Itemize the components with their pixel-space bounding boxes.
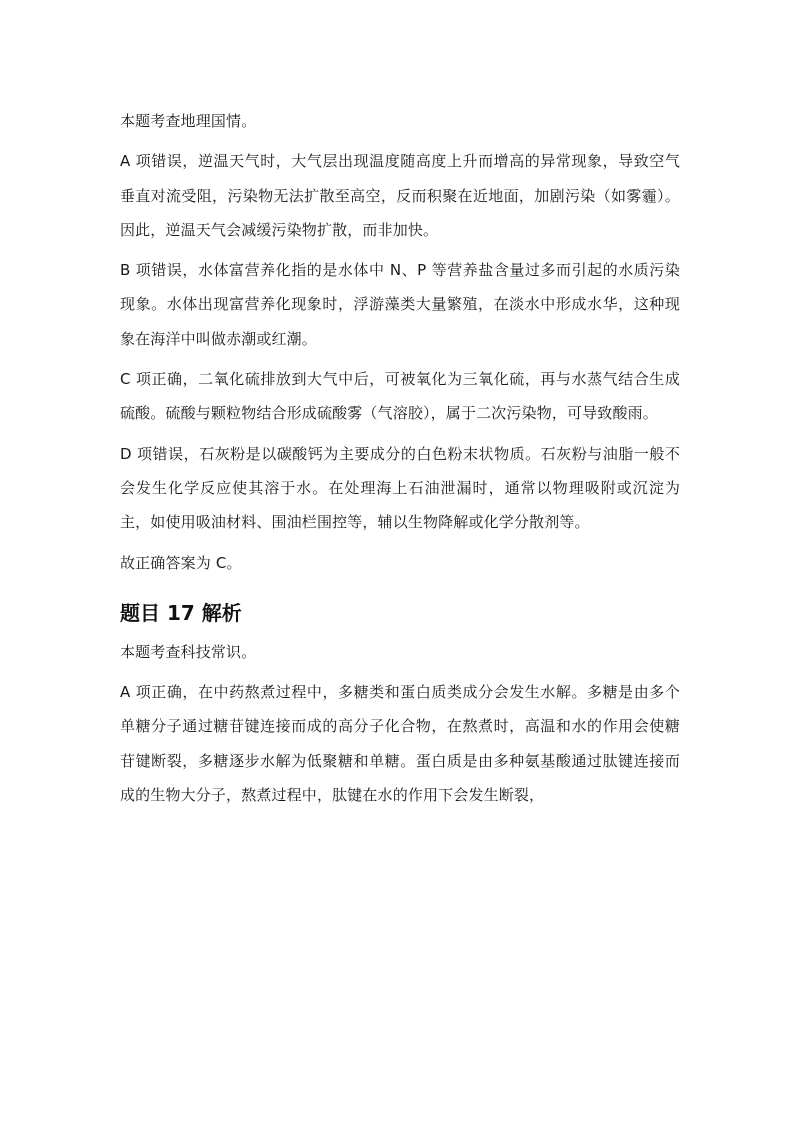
section16-option-a: A 项错误，逆温天气时，大气层出现温度随高度上升而增高的异常现象，导致空气垂直对流受阻，污染物无法扩散至高空，反而积聚在近地面，加剧污染（如雾霾）。因此，逆温天气会减缓污染物扩散，而非加快。 bbox=[120, 152, 680, 239]
section16-option-c: C 项正确，二氧化硫排放到大气中后，可被氧化为三氧化硫，再与水蒸气结合生成硫酸。硫酸与颗粒物结合形成硫酸雾（气溶胶），属于二次污染物，可导致酸雨。 bbox=[120, 370, 680, 423]
section16-conclusion: 故正确答案为 C。 bbox=[120, 553, 242, 572]
section17-intro: 本题考查科技常识。 bbox=[120, 642, 257, 661]
document-page bbox=[120, 104, 680, 812]
section16-option-b: B 项错误，水体富营养化指的是水体中 N、P 等营养盐含量过多而引起的水质污染现象。水体出现富营养化现象时，浮游藻类大量繁殖，在淡水中形成水华，这种现象在海洋中叫做赤潮或红潮。 bbox=[120, 261, 680, 348]
section16-intro: 本题考查地理国情。 bbox=[120, 112, 257, 130]
section17-heading: 题目 17 解析 bbox=[120, 600, 242, 625]
section17-option-a: A 项正确，在中药熬煮过程中，多糖类和蛋白质类成分会发生水解。多糖是由多个单糖分子通过糖苷键连接而成的高分子化合物，在熬煮时，高温和水的作用会使糖苷键断裂，多糖逐步水解为低聚糖和单糖。蛋白质是由多种氨基酸通过肽键连接而成的生物大分子，熬煮过程中，肽键在水的作用下会发生断裂， bbox=[120, 683, 680, 805]
section16-option-d: D 项错误，石灰粉是以碳酸钙为主要成分的白色粉末状物质。石灰粉与油脂一般不会发生化学反应使其溶于水。在处理海上石油泄漏时，通常以物理吸附或沉淀为主，如使用吸油材料、围油栏围控等，辅以生物降解或化学分散剂等。 bbox=[120, 444, 680, 532]
